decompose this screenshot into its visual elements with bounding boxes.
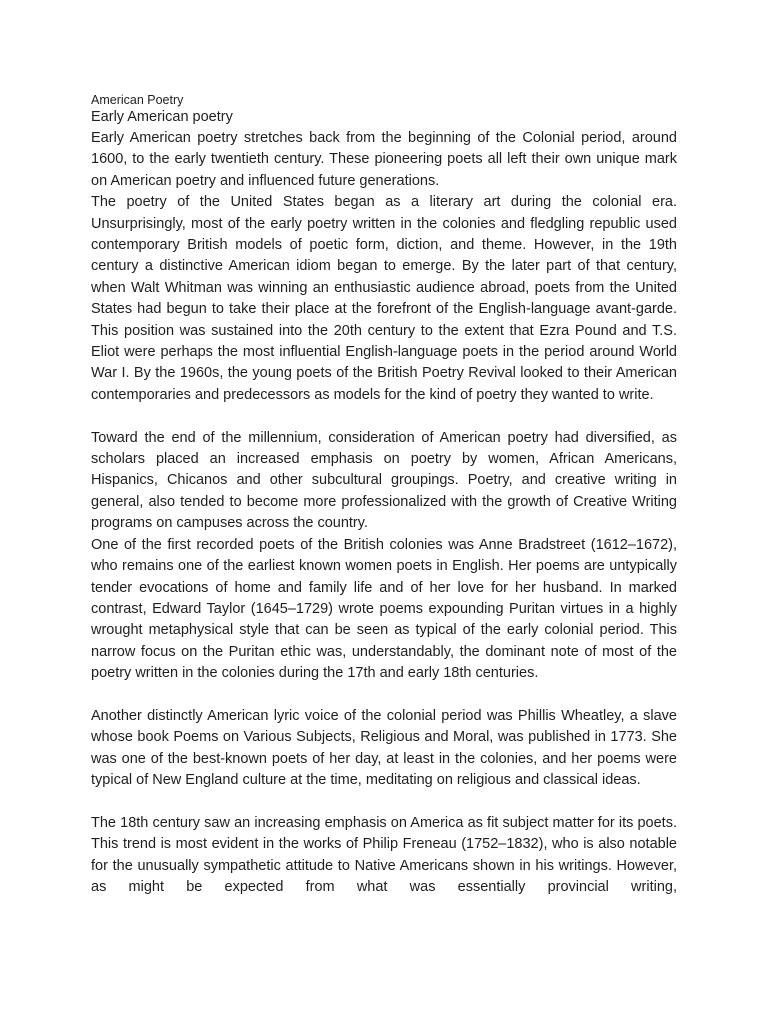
document-title: American Poetry xyxy=(91,93,184,107)
paragraph-spacer xyxy=(91,685,677,706)
paragraph-intro: Early American poetry stretches back from the beginning of the Colonial period, around 1600, to the early twentieth century. These pioneering poets all left their own unique mark on American poetry and influenced future generations. xyxy=(91,130,677,189)
paragraph-wheatley: Another distinctly American lyric voice of the colonial period was Phillis Wheatley, a slave whose book Poems on Various Subjects, Religious and Moral, was published in 1773. She was one of the best-known poets of her day, at least in the colonies, and her poems were typical of New England culture at the time, meditating on religious and classical ideas. xyxy=(91,707,677,789)
paragraph-freneau: The 18th century saw an increasing emphasis on America as fit subject matter for its poets. This trend is most evident in the works of Philip Freneau (1752–1832), who is also notable for the unusually sympathetic attitude to Native Americans shown in his writings. However, as might be expected from what was essentially provincial writing, xyxy=(91,814,677,896)
paragraph-spacer xyxy=(91,406,677,427)
paragraph-colonial-era: The poetry of the United States began as a literary art during the colonial era. Unsurprisingly, most of the early poetry written in the colonies and fledgling republic used contemporary British models of poetic form, diction, and theme. However, in the 19th century a distinctive American idiom began to emerge. By the later part of that century, when Walt Whitman was winning an enthusiastic audience abroad, poets from the United States had begun to take their place at the forefront of the English-language avant-garde. This position was sustained into the 20th century to the extent that Ezra Pound and T.S. Eliot were perhaps the most influential English-language poets in the period around World War I. By the 1960s, the young poets of the British Poetry Revival looked to their American contemporaries and predecessors as models for the kind of poetry they wanted to write. xyxy=(91,194,677,403)
paragraph-millennium: Toward the end of the millennium, consideration of American poetry had diversified, as scholars placed an increased emphasis on poetry by women, African Americans, Hispanics, Chicanos and other subcultural groupings. Poetry, and creative writing in general, also tended to become more professionalized with the growth of Creative Writing programs on campuses across the country. xyxy=(91,429,677,532)
paragraph-bradstreet-taylor: One of the first recorded poets of the British colonies was Anne Bradstreet (1612–1672), who remains one of the earliest known women poets in English. Her poems are untypically tender evocations of home and family life and of her love for her husband. In marked contrast, Edward Taylor (1645–1729) wrote poems expounding Puritan virtues in a highly wrought metaphysical style that can be seen as typical of the early colonial period. This narrow focus on the Puritan ethic was, understandably, the dominant note of most of the poetry written in the colonies during the 17th and early 18th centuries. xyxy=(91,536,677,682)
section-heading: Early American poetry xyxy=(91,109,233,125)
paragraph-spacer xyxy=(91,792,677,813)
